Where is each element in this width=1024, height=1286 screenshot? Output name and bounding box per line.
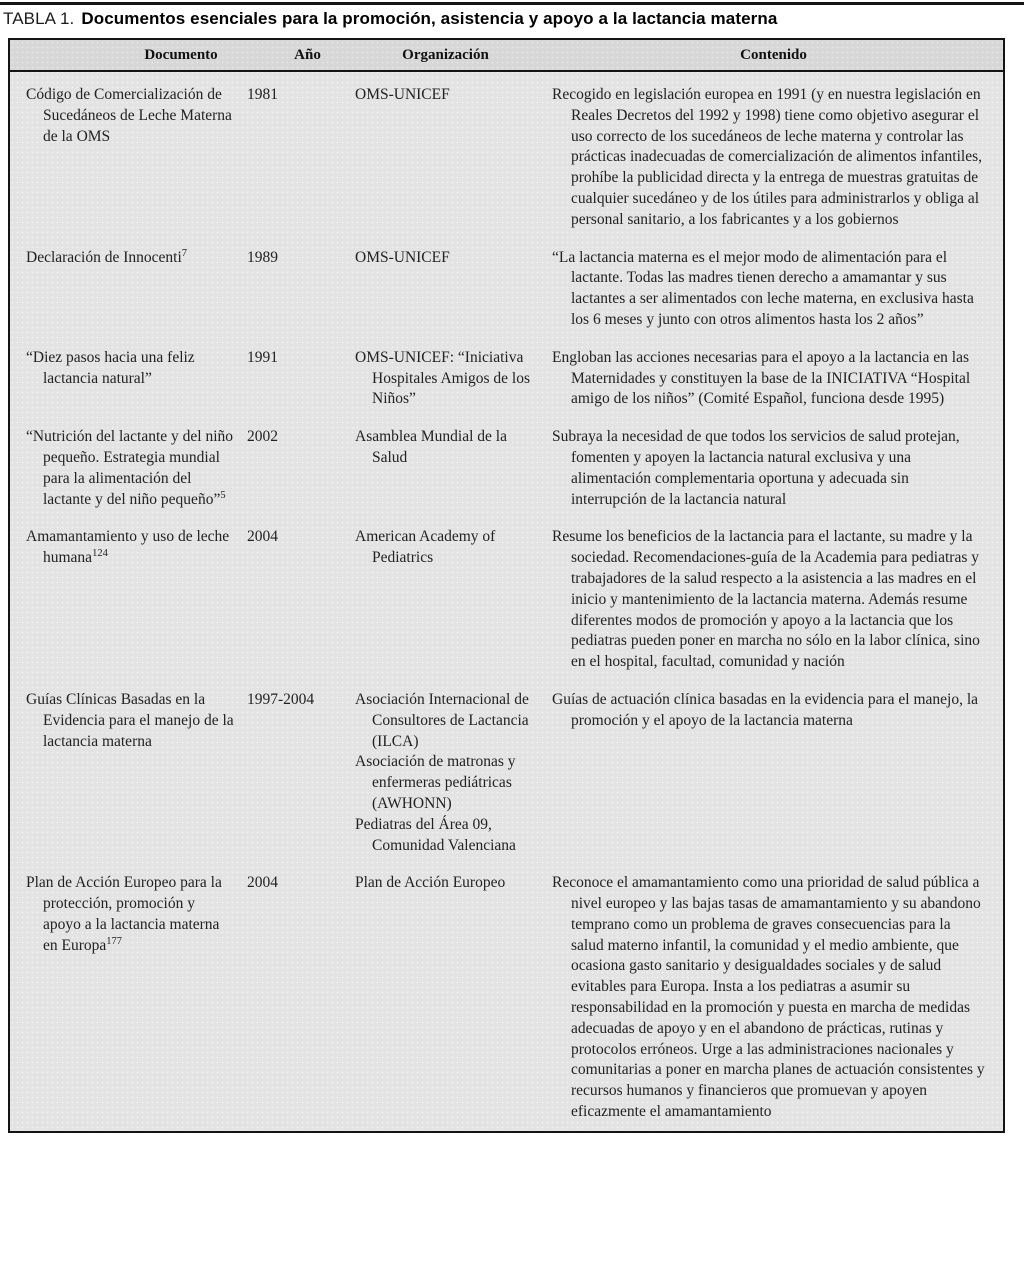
ano-cell: 2002 (247, 428, 278, 446)
documento-reference-number: 5 (220, 489, 226, 501)
table-caption-title: Documentos esenciales para la promoción, asistencia y apoyo a la lactancia materna (81, 9, 778, 28)
table-caption-label: TABLA 1. (3, 9, 75, 28)
organizacion-cell (347, 690, 544, 856)
documento-cell (10, 527, 240, 673)
table-row (10, 527, 1003, 673)
organizacion-cell (347, 427, 544, 510)
ano-cell: 2004 (247, 528, 278, 546)
contenido-text: Engloban las acciones necesarias para el apoyo a la lactancia en las Maternidades y constituyen la base de la INICIATIVA “Hospital amigo de los niños” (Comité Español, funciona desde 1995) (552, 348, 971, 408)
documento-cell (10, 348, 240, 410)
ano-cell: 1989 (247, 248, 278, 266)
table-row (10, 85, 1003, 231)
organizacion-entry: Asociación Internacional de Consultores de Lactancia (ILCA) (355, 690, 529, 750)
contenido-cell (544, 85, 1003, 231)
documento-text: Declaración de Innocenti (26, 248, 182, 266)
column-header-ano: Año (294, 46, 321, 63)
contenido-text: Resume los beneficios de la lactancia para el lactante, su madre y la sociedad. Recomendaciones-guía de la Academia para pediatras y trabajadores de la salud respecto a la asistencia a las madres en el inicio y mantenimiento de la lactancia materna. Además resume diferentes modos de promoción y apoyo a la lactancia que los pediatras pueden poner en marcha no sólo en la labor clínica, sino en el hospital, facultad, comunidad y nación (552, 528, 980, 671)
documento-text: Guías Clínicas Basadas en la Evidencia para el manejo de la lactancia materna (26, 690, 234, 750)
top-rule-divider (0, 2, 1024, 5)
organizacion-entry: American Academy of Pediatrics (355, 528, 496, 567)
documento-cell (10, 427, 240, 510)
organizacion-entry: OMS-UNICEF (355, 86, 450, 103)
ano-cell: 2004 (247, 874, 278, 892)
documento-text: “Diez pasos hacia una feliz lactancia natural” (26, 348, 195, 387)
organizacion-cell (347, 248, 544, 331)
organizacion-cell (347, 527, 544, 673)
contenido-cell (544, 873, 1003, 1123)
contenido-cell (544, 348, 1003, 410)
table-row (10, 248, 1003, 331)
ano-cell: 1991 (247, 348, 278, 366)
documento-text: Plan de Acción Europeo para la protección, promoción y apoyo a la lactancia materna en Europa (26, 874, 222, 954)
contenido-text: Reconoce el amamantamiento como una prioridad de salud pública a nivel europeo y las bajas tasas de amamantamiento y su abandono temprano como un problema de graves consecuencias para la salud materno infantil, la comunidad y el medio ambiente, que ocasiona gasto sanitario y desigualdades sociales y de salud evitables para Europa. Insta a los pediatras a asumir su responsabilidad en la promoción y puesta en marcha de medidas adecuadas de apoyo y en el abandono de prácticas, rutinas y protocolos erróneos. Urge a las administraciones nacionales y comunitarias a poner en marcha planes de actuación consistentes y recursos humanos y financieros que promuevan y apoyen eficazmente el amamantamiento (552, 874, 985, 1121)
organizacion-cell (347, 348, 544, 410)
contenido-text: Recogido en legislación europea en 1991 (y en nuestra legislación en Reales Decretos del 1992 y 1998) tiene como objetivo asegurar el uso correcto de los sucedáneos de leche materna y controlar las prácticas inadecuadas de comercialización de alimentos infantiles, prohíbe la publicidad directa y la entrega de muestras gratuitas de cualquier sucedáneo y de los útiles para administrarlos y obliga al personal sanitario, a los fabricantes y a los gobiernos (552, 86, 982, 228)
documento-cell (10, 248, 240, 331)
documento-reference-number: 124 (92, 547, 108, 559)
documento-text: Amamantamiento y uso de leche humana (26, 528, 230, 567)
contenido-text: Guías de actuación clínica basadas en la evidencia para el manejo, la promoción y el apoyo de la lactancia materna (552, 690, 979, 729)
documents-table (8, 38, 1005, 1133)
table-row (10, 427, 1003, 510)
contenido-cell (544, 248, 1003, 331)
organizacion-entry: OMS-UNICEF: “Iniciativa Hospitales Amigos de los Niños” (355, 348, 531, 408)
column-header-contenido: Contenido (740, 46, 807, 63)
table-body (10, 72, 1003, 1131)
contenido-cell (544, 690, 1003, 856)
documento-cell (10, 690, 240, 856)
ano-cell: 1997-2004 (247, 690, 315, 708)
column-header-documento: Documento (144, 46, 218, 63)
contenido-text: Subraya la necesidad de que todos los servicios de salud protejan, fomenten y apoyen la lactancia natural exclusiva y una alimentación complementaria oportuna y adecuada sin interrupción de la lactancia natural (552, 428, 960, 508)
documento-text: Código de Comercialización de Sucedáneos de Leche Materna de la OMS (26, 86, 232, 145)
organizacion-entry: Pediatras del Área 09, Comunidad Valenciana (355, 815, 516, 854)
table-caption (3, 9, 777, 29)
table-row (10, 348, 1003, 410)
contenido-cell (544, 427, 1003, 510)
table-row (10, 690, 1003, 856)
ano-cell: 1981 (247, 86, 278, 103)
organizacion-entry: Asociación de matronas y enfermeras pediátricas (AWHONN) (355, 753, 516, 812)
table-header-row (10, 40, 1003, 72)
documento-cell (10, 85, 240, 231)
organizacion-cell (347, 85, 544, 231)
documento-reference-number: 177 (106, 935, 123, 947)
documento-cell (10, 873, 240, 1123)
column-header-organizacion: Organización (402, 46, 489, 63)
organizacion-entry: OMS-UNICEF (355, 248, 450, 266)
documento-text: “Nutrición del lactante y del niño pequeño. Estrategia mundial para la alimentación del lactante y del niño pequeño” (26, 428, 234, 508)
organizacion-entry: Asamblea Mundial de la Salud (355, 428, 507, 466)
contenido-text: “La lactancia materna es el mejor modo de alimentación para el lactante. Todas las madres tienen derecho a amamantar y sus lactantes a ser alimentados con leche materna, en exclusiva hasta los 6 meses y junto con otros alimentos hasta los 2 años” (552, 248, 974, 328)
documento-reference-number: 7 (181, 247, 188, 259)
table-row (10, 873, 1003, 1123)
organizacion-cell (347, 873, 544, 1123)
contenido-cell (544, 527, 1003, 673)
organizacion-entry: Plan de Acción Europeo (355, 874, 506, 892)
